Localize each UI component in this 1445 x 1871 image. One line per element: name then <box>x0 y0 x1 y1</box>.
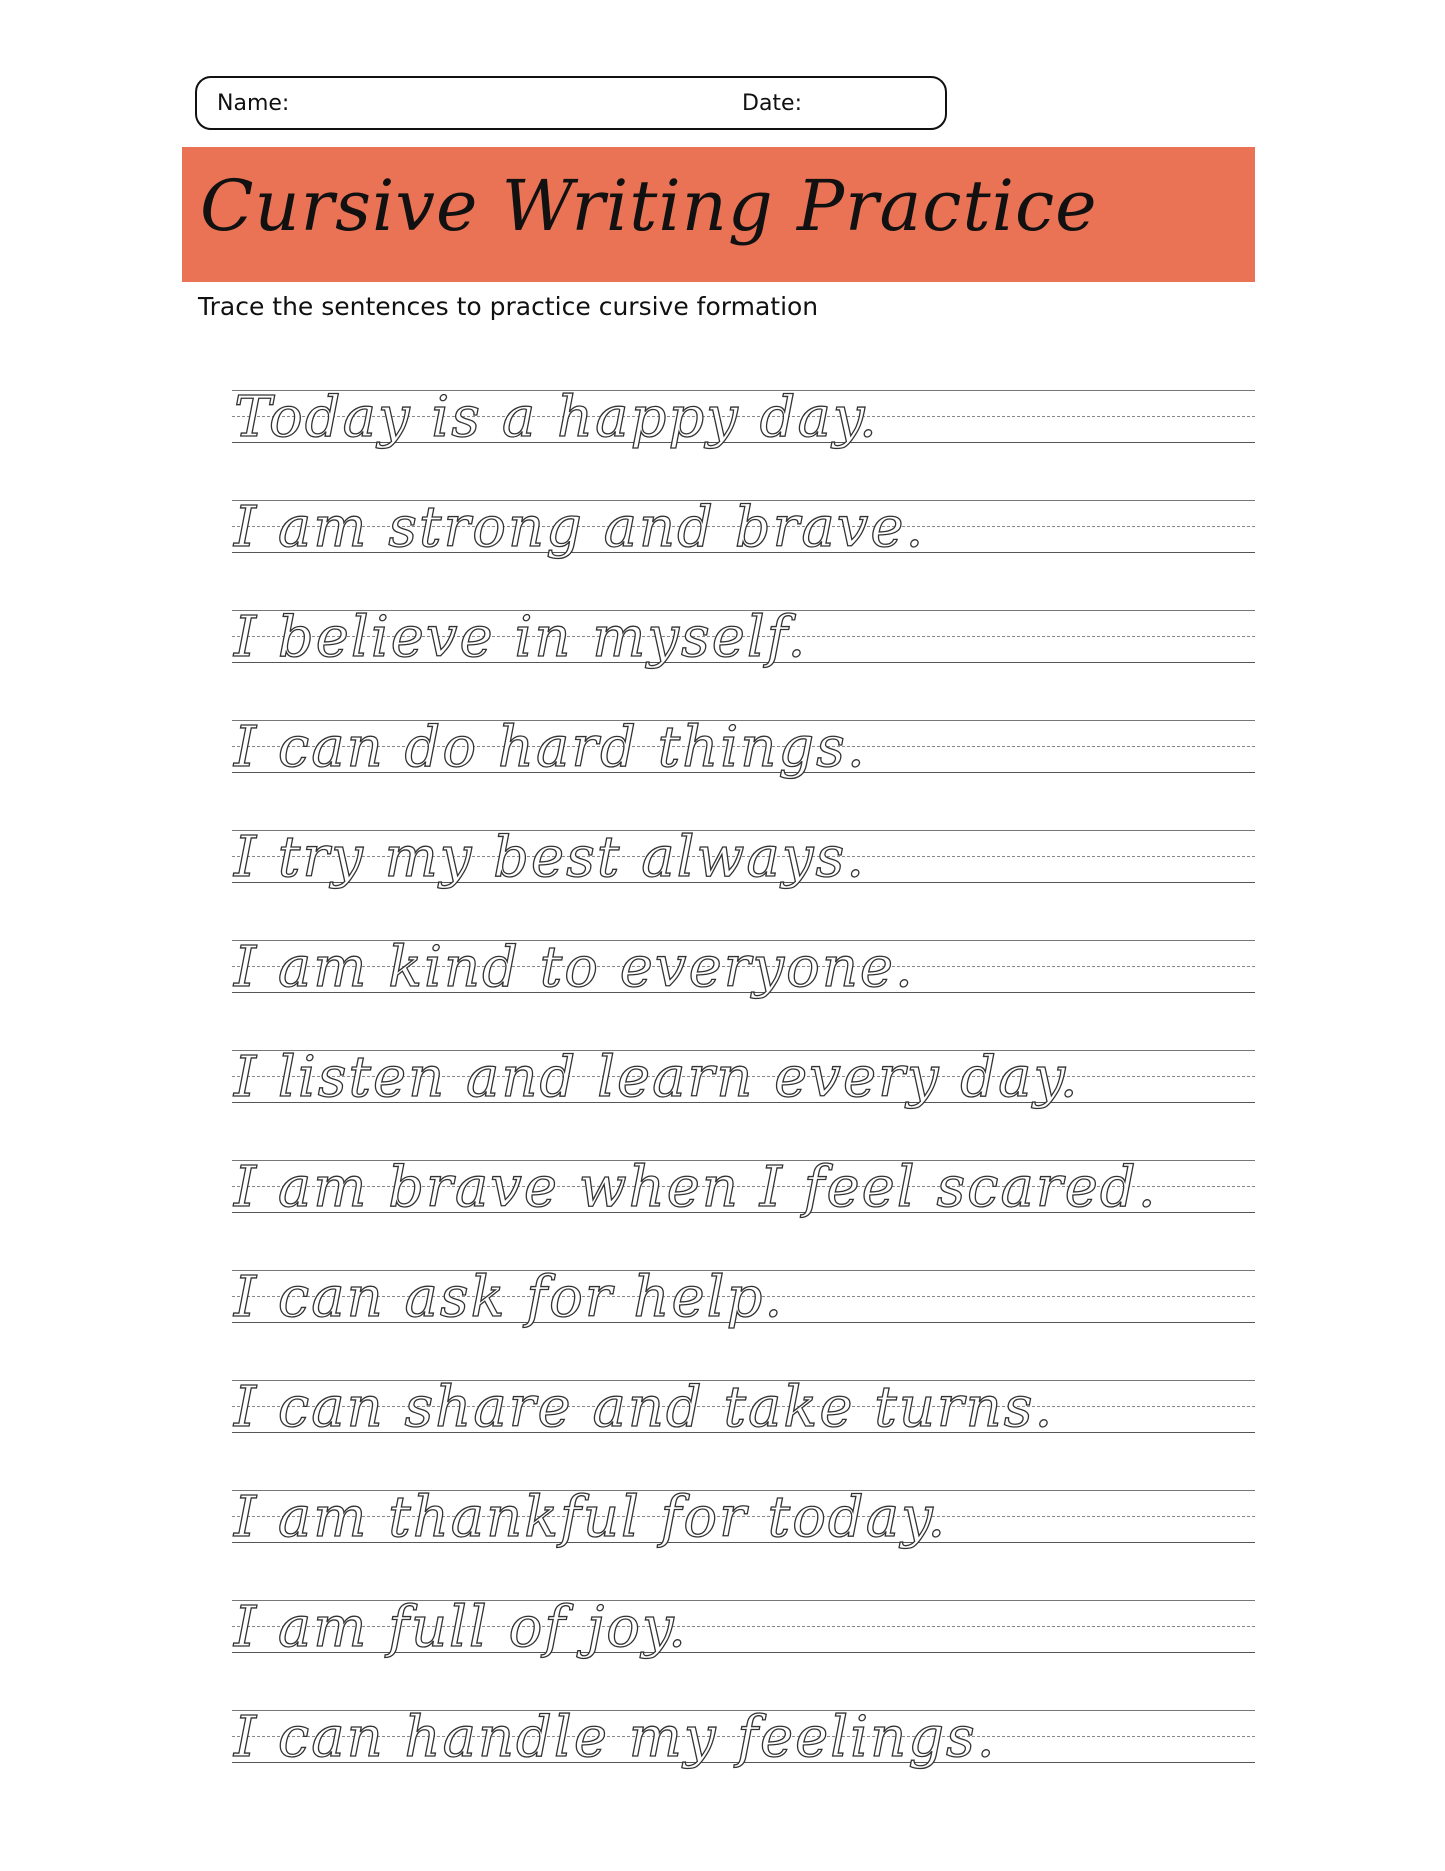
name-label: Name: <box>217 91 290 116</box>
trace-sentence: I can do hard things. <box>234 715 867 780</box>
practice-row <box>232 385 1255 450</box>
practice-row <box>232 1265 1255 1330</box>
practice-row <box>232 715 1255 780</box>
practice-row <box>232 1485 1255 1550</box>
practice-row <box>232 825 1255 890</box>
instructions-text: Trace the sentences to practice cursive formation <box>198 292 819 321</box>
trace-sentence: I can share and take turns. <box>234 1375 1055 1440</box>
trace-sentence: I am brave when I feel scared. <box>234 1155 1158 1220</box>
trace-sentence: I am strong and brave. <box>234 495 926 560</box>
title-banner <box>182 147 1255 282</box>
trace-sentence: I am thankful for today. <box>234 1485 948 1550</box>
practice-row <box>232 935 1255 1000</box>
trace-sentence: I can handle my feelings. <box>234 1705 997 1770</box>
practice-row <box>232 1375 1255 1440</box>
trace-sentence: I try my best always. <box>234 825 866 890</box>
practice-row <box>232 1155 1255 1220</box>
practice-row <box>232 1705 1255 1770</box>
practice-row <box>232 1595 1255 1660</box>
practice-row <box>232 495 1255 560</box>
practice-row <box>232 1045 1255 1110</box>
practice-row <box>232 605 1255 670</box>
name-date-box <box>195 76 947 130</box>
trace-sentence: I listen and learn every day. <box>234 1045 1080 1110</box>
page-title: Cursive Writing Practice <box>200 165 1098 247</box>
trace-sentence: I am kind to everyone. <box>234 935 915 1000</box>
trace-sentence: Today is a happy day. <box>234 385 879 450</box>
trace-sentence: I believe in myself. <box>234 605 808 670</box>
trace-sentence: I can ask for help. <box>234 1265 785 1330</box>
date-label: Date: <box>742 91 802 116</box>
trace-sentence: I am full of joy. <box>234 1595 688 1660</box>
